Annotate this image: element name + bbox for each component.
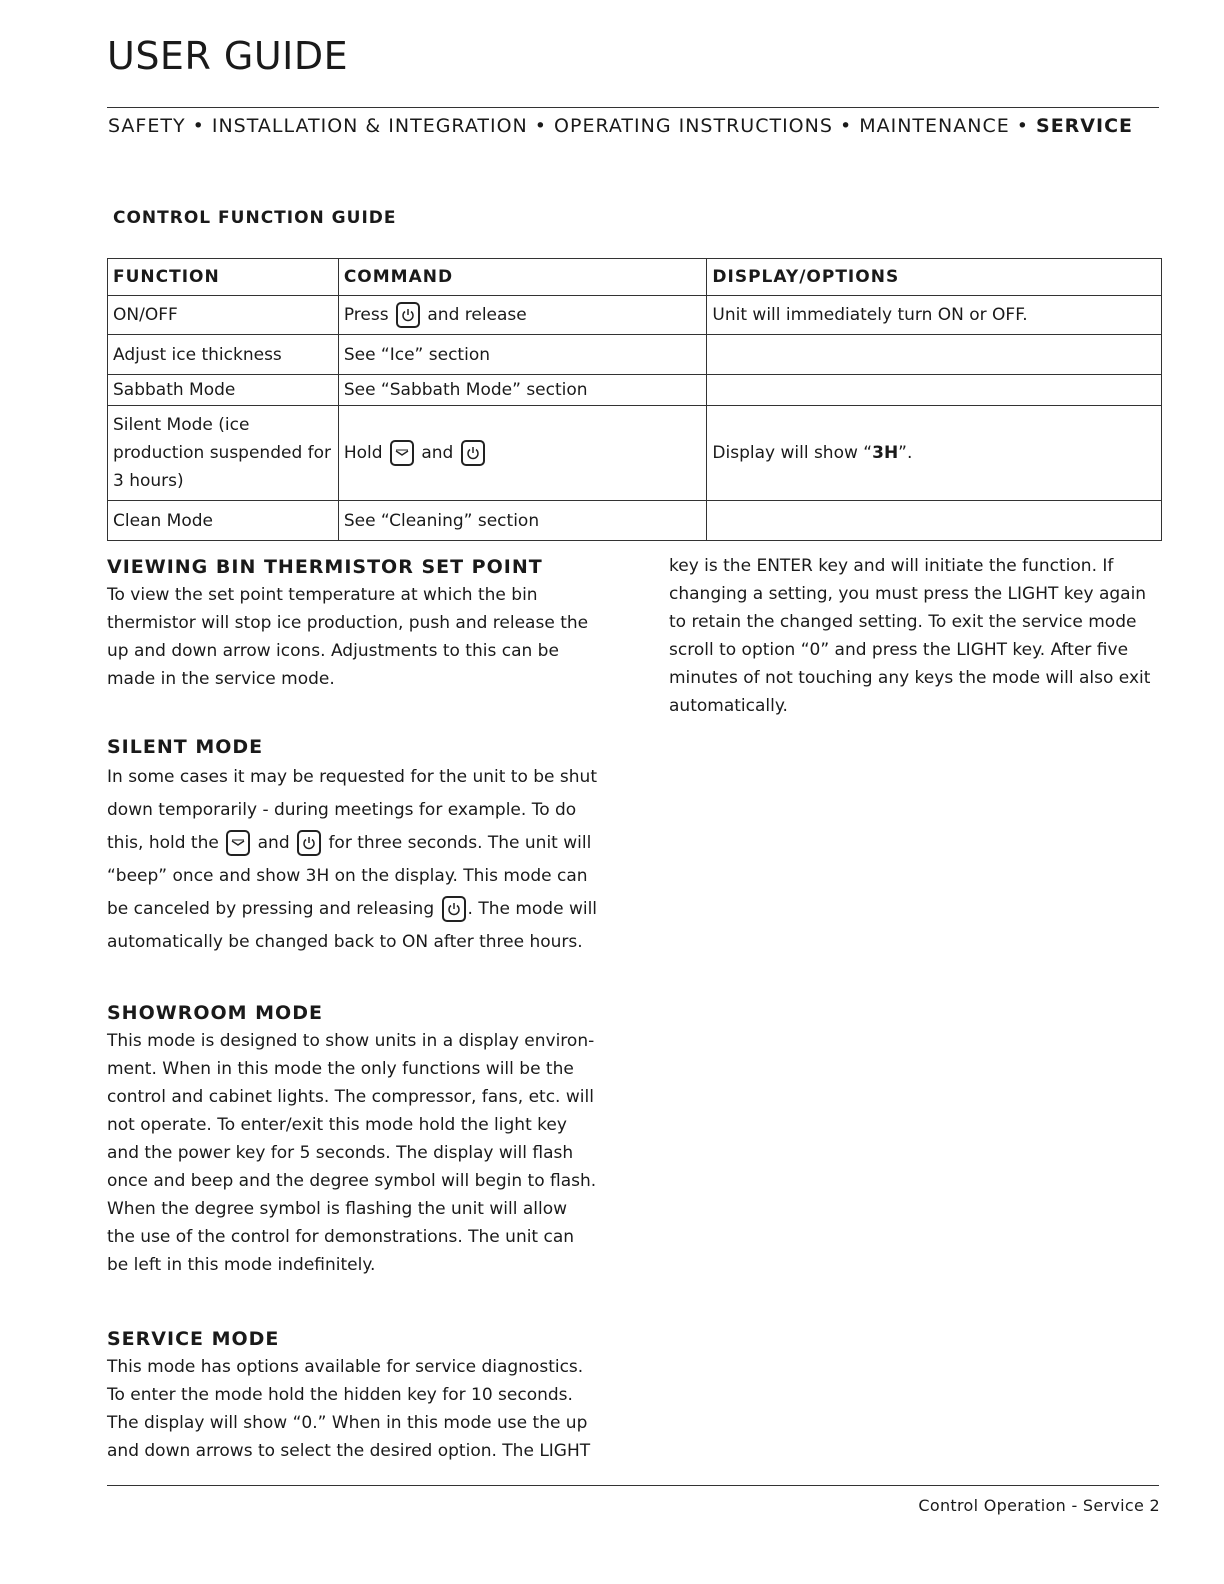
cell-function: Silent Mode (ice production suspended for 3 hours) [108, 406, 339, 501]
cell-display: Unit will immediately turn ON or OFF. [707, 296, 1162, 335]
silent-body: In some cases it may be requested for the unit to be shut down temporarily - during meetings for example. To do this, hold the and for three seconds. The unit will “beep” once and show 3H on the display. This mode can be canceled by pressing and releasing . The mode will automatically be changed back to ON after three hours. [107, 767, 598, 952]
cell-display [707, 375, 1162, 406]
viewing-body: To view the set point temperature at which the bin thermistor will stop ice production, push and release the up and down arrow icons. Adjustments to this can be made in the service mode. [107, 585, 589, 689]
power-icon [297, 830, 321, 856]
nav-item-service[interactable]: SERVICE [1036, 115, 1134, 137]
table-row [108, 406, 1162, 501]
nav-separator: • [1009, 115, 1037, 137]
down-arrow-icon [226, 830, 250, 856]
viewing-heading: VIEWING BIN THERMISTOR SET POINT [107, 556, 543, 578]
table-header-row [108, 259, 1162, 296]
service-body-continued: key is the ENTER key and will initiate the function. If changing a setting, you must press the LIGHT key again to retain the changed setting. To exit the service mode scroll to option “0” and press the LIGHT key. After five minutes of not touching any keys the mode will also exit automatically. [669, 556, 1151, 716]
showroom-heading: SHOWROOM MODE [107, 1002, 323, 1024]
page-footer: Control Operation - Service 2 [918, 1496, 1160, 1515]
control-function-table [107, 258, 1162, 541]
cell-command [338, 406, 707, 501]
nav-separator: • [832, 115, 860, 137]
header-command: COMMAND [338, 259, 707, 296]
nav-item-safety[interactable]: SAFETY [108, 115, 186, 137]
cell-function: Clean Mode [108, 501, 339, 541]
cell-function: Adjust ice thickness [108, 335, 339, 375]
cell-display: Display will show “3H”. [707, 406, 1162, 501]
service-heading: SERVICE MODE [107, 1328, 280, 1350]
right-column [669, 552, 1159, 720]
cell-function: Sabbath Mode [108, 375, 339, 406]
header-divider [107, 107, 1159, 108]
left-column [107, 553, 599, 1465]
power-icon [461, 440, 485, 466]
page-title: USER GUIDE [107, 34, 349, 78]
cell-display [707, 501, 1162, 541]
showroom-body: This mode is designed to show units in a display environ-ment. When in this mode the only functions will be the control and cabinet lights. The compressor, fans, etc. will not operate. To enter/exit this mode hold the light key and the power key for 5 seconds. The display will flash once and beep and the degree symbol will begin to flash. When the degree symbol is flashing the unit will allow the use of the control for demonstrations. The unit can be left in this mode indefinitely. [107, 1031, 597, 1275]
command-text: and [421, 443, 454, 463]
nav-item-maintenance[interactable]: MAINTENANCE [859, 115, 1010, 137]
cell-function: ON/OFF [108, 296, 339, 335]
cell-display [707, 335, 1162, 375]
header-display: DISPLAY/OPTIONS [707, 259, 1162, 296]
cell-command [338, 296, 707, 335]
nav-separator: • [185, 115, 212, 137]
power-icon [396, 302, 420, 328]
control-function-guide-title: CONTROL FUNCTION GUIDE [113, 208, 397, 228]
table-row [108, 296, 1162, 335]
command-text: Press [343, 305, 389, 325]
cell-command: See “Sabbath Mode” section [338, 375, 707, 406]
cell-command: See “Cleaning” section [338, 501, 707, 541]
command-text: and release [427, 305, 527, 325]
command-text: Hold [343, 443, 383, 463]
power-icon [442, 896, 466, 922]
table-row [108, 501, 1162, 541]
header-function: FUNCTION [108, 259, 339, 296]
display-value: 3H [872, 443, 899, 463]
nav-separator: • [527, 115, 555, 137]
table-row [108, 375, 1162, 406]
section-nav [108, 115, 1160, 137]
down-arrow-icon [390, 440, 414, 466]
silent-heading: SILENT MODE [107, 736, 264, 758]
cell-command: See “Ice” section [338, 335, 707, 375]
service-body: This mode has options available for service diagnostics. To enter the mode hold the hidden key for 10 seconds. The display will show “0.” When in this mode use the up and down arrows to select the desired option. The LIGHT [107, 1357, 591, 1461]
table-row [108, 335, 1162, 375]
nav-item-operating[interactable]: OPERATING INSTRUCTIONS [554, 115, 833, 137]
nav-item-installation[interactable]: INSTALLATION & INTEGRATION [211, 115, 528, 137]
footer-divider [107, 1485, 1159, 1486]
